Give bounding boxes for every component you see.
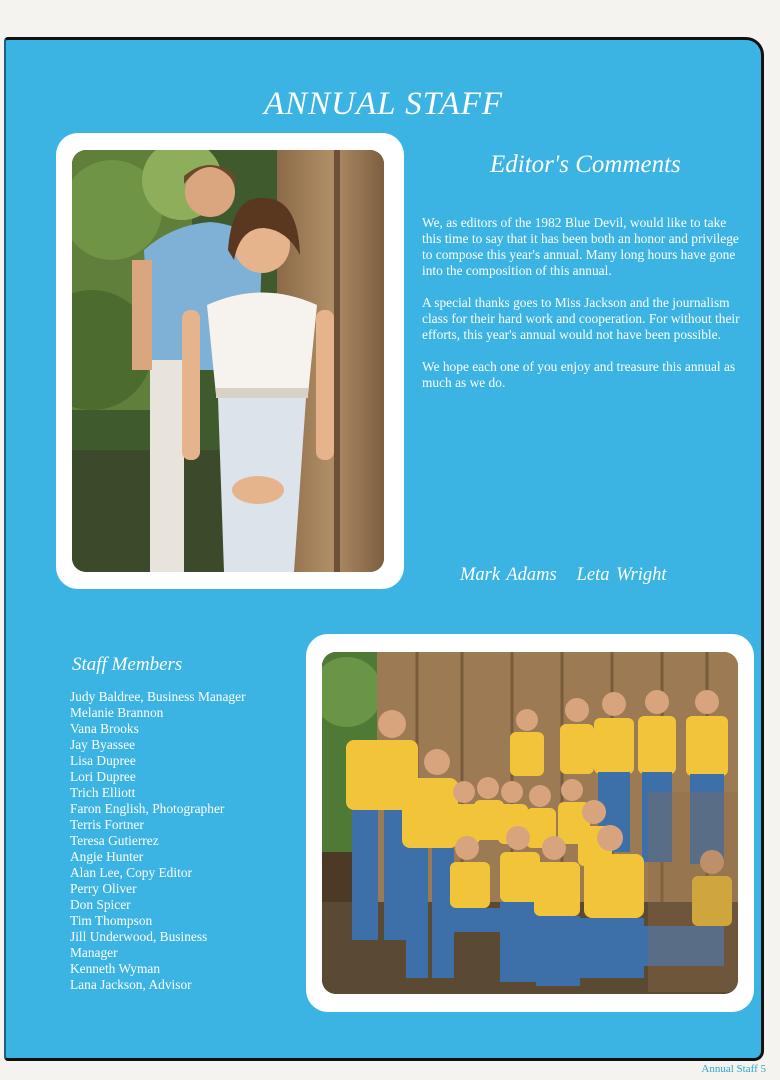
staff-member: Lana Jackson, Advisor xyxy=(70,977,192,992)
comment-paragraph: We, as editors of the 1982 Blue Devil, would like to take this time to say that it has been both an honor and privilege to compose this year's annual. Many long hours have gone into the composition of this annual. xyxy=(422,215,739,278)
staff-list xyxy=(70,689,298,993)
staff-member: Kenneth Wyman xyxy=(70,961,161,976)
staff-member: Judy Baldree, Business Manager xyxy=(70,689,246,704)
staff-member: Don Spicer xyxy=(70,897,131,912)
page-footer: Annual Staff 5 xyxy=(701,1063,766,1075)
staff-member: Vana Brooks xyxy=(70,721,139,736)
staff-group-photo xyxy=(322,652,738,994)
staff-member: Lori Dupree xyxy=(70,769,136,784)
staff-member: Tim Thompson xyxy=(70,913,153,928)
staff-member: Jay Byassee xyxy=(70,737,136,752)
staff-member: Melanie Brannon xyxy=(70,705,164,720)
editors-comments-heading: Editor's Comments xyxy=(490,151,681,178)
yearbook-page xyxy=(4,37,764,1061)
staff-member: Faron English, Photographer xyxy=(70,801,225,816)
editors-signature: Mark Adams Leta Wright xyxy=(460,565,667,585)
comment-paragraph: A special thanks goes to Miss Jackson and the journalism class for their hard work and cooperation. For without their efforts, this year's annual would not have been possible. xyxy=(422,295,740,342)
staff-member: Lisa Dupree xyxy=(70,753,136,768)
staff-member: Teresa Gutierrez xyxy=(70,833,159,848)
staff-members-heading: Staff Members xyxy=(72,654,183,675)
staff-member: Perry Oliver xyxy=(70,881,137,896)
editors-comments xyxy=(422,215,742,407)
comment-paragraph: We hope each one of you enjoy and treasure this annual as much as we do. xyxy=(422,359,736,390)
page-title: ANNUAL STAFF xyxy=(263,86,504,122)
staff-member: Alan Lee, Copy Editor xyxy=(70,865,192,880)
staff-member: Angie Hunter xyxy=(70,849,144,864)
editors-photo xyxy=(72,150,384,572)
staff-member: Terris Fortner xyxy=(70,817,144,832)
staff-member: Manager xyxy=(70,945,118,960)
staff-member: Trich Elliott xyxy=(70,785,136,800)
staff-member: Jill Underwood, Business xyxy=(70,929,208,944)
